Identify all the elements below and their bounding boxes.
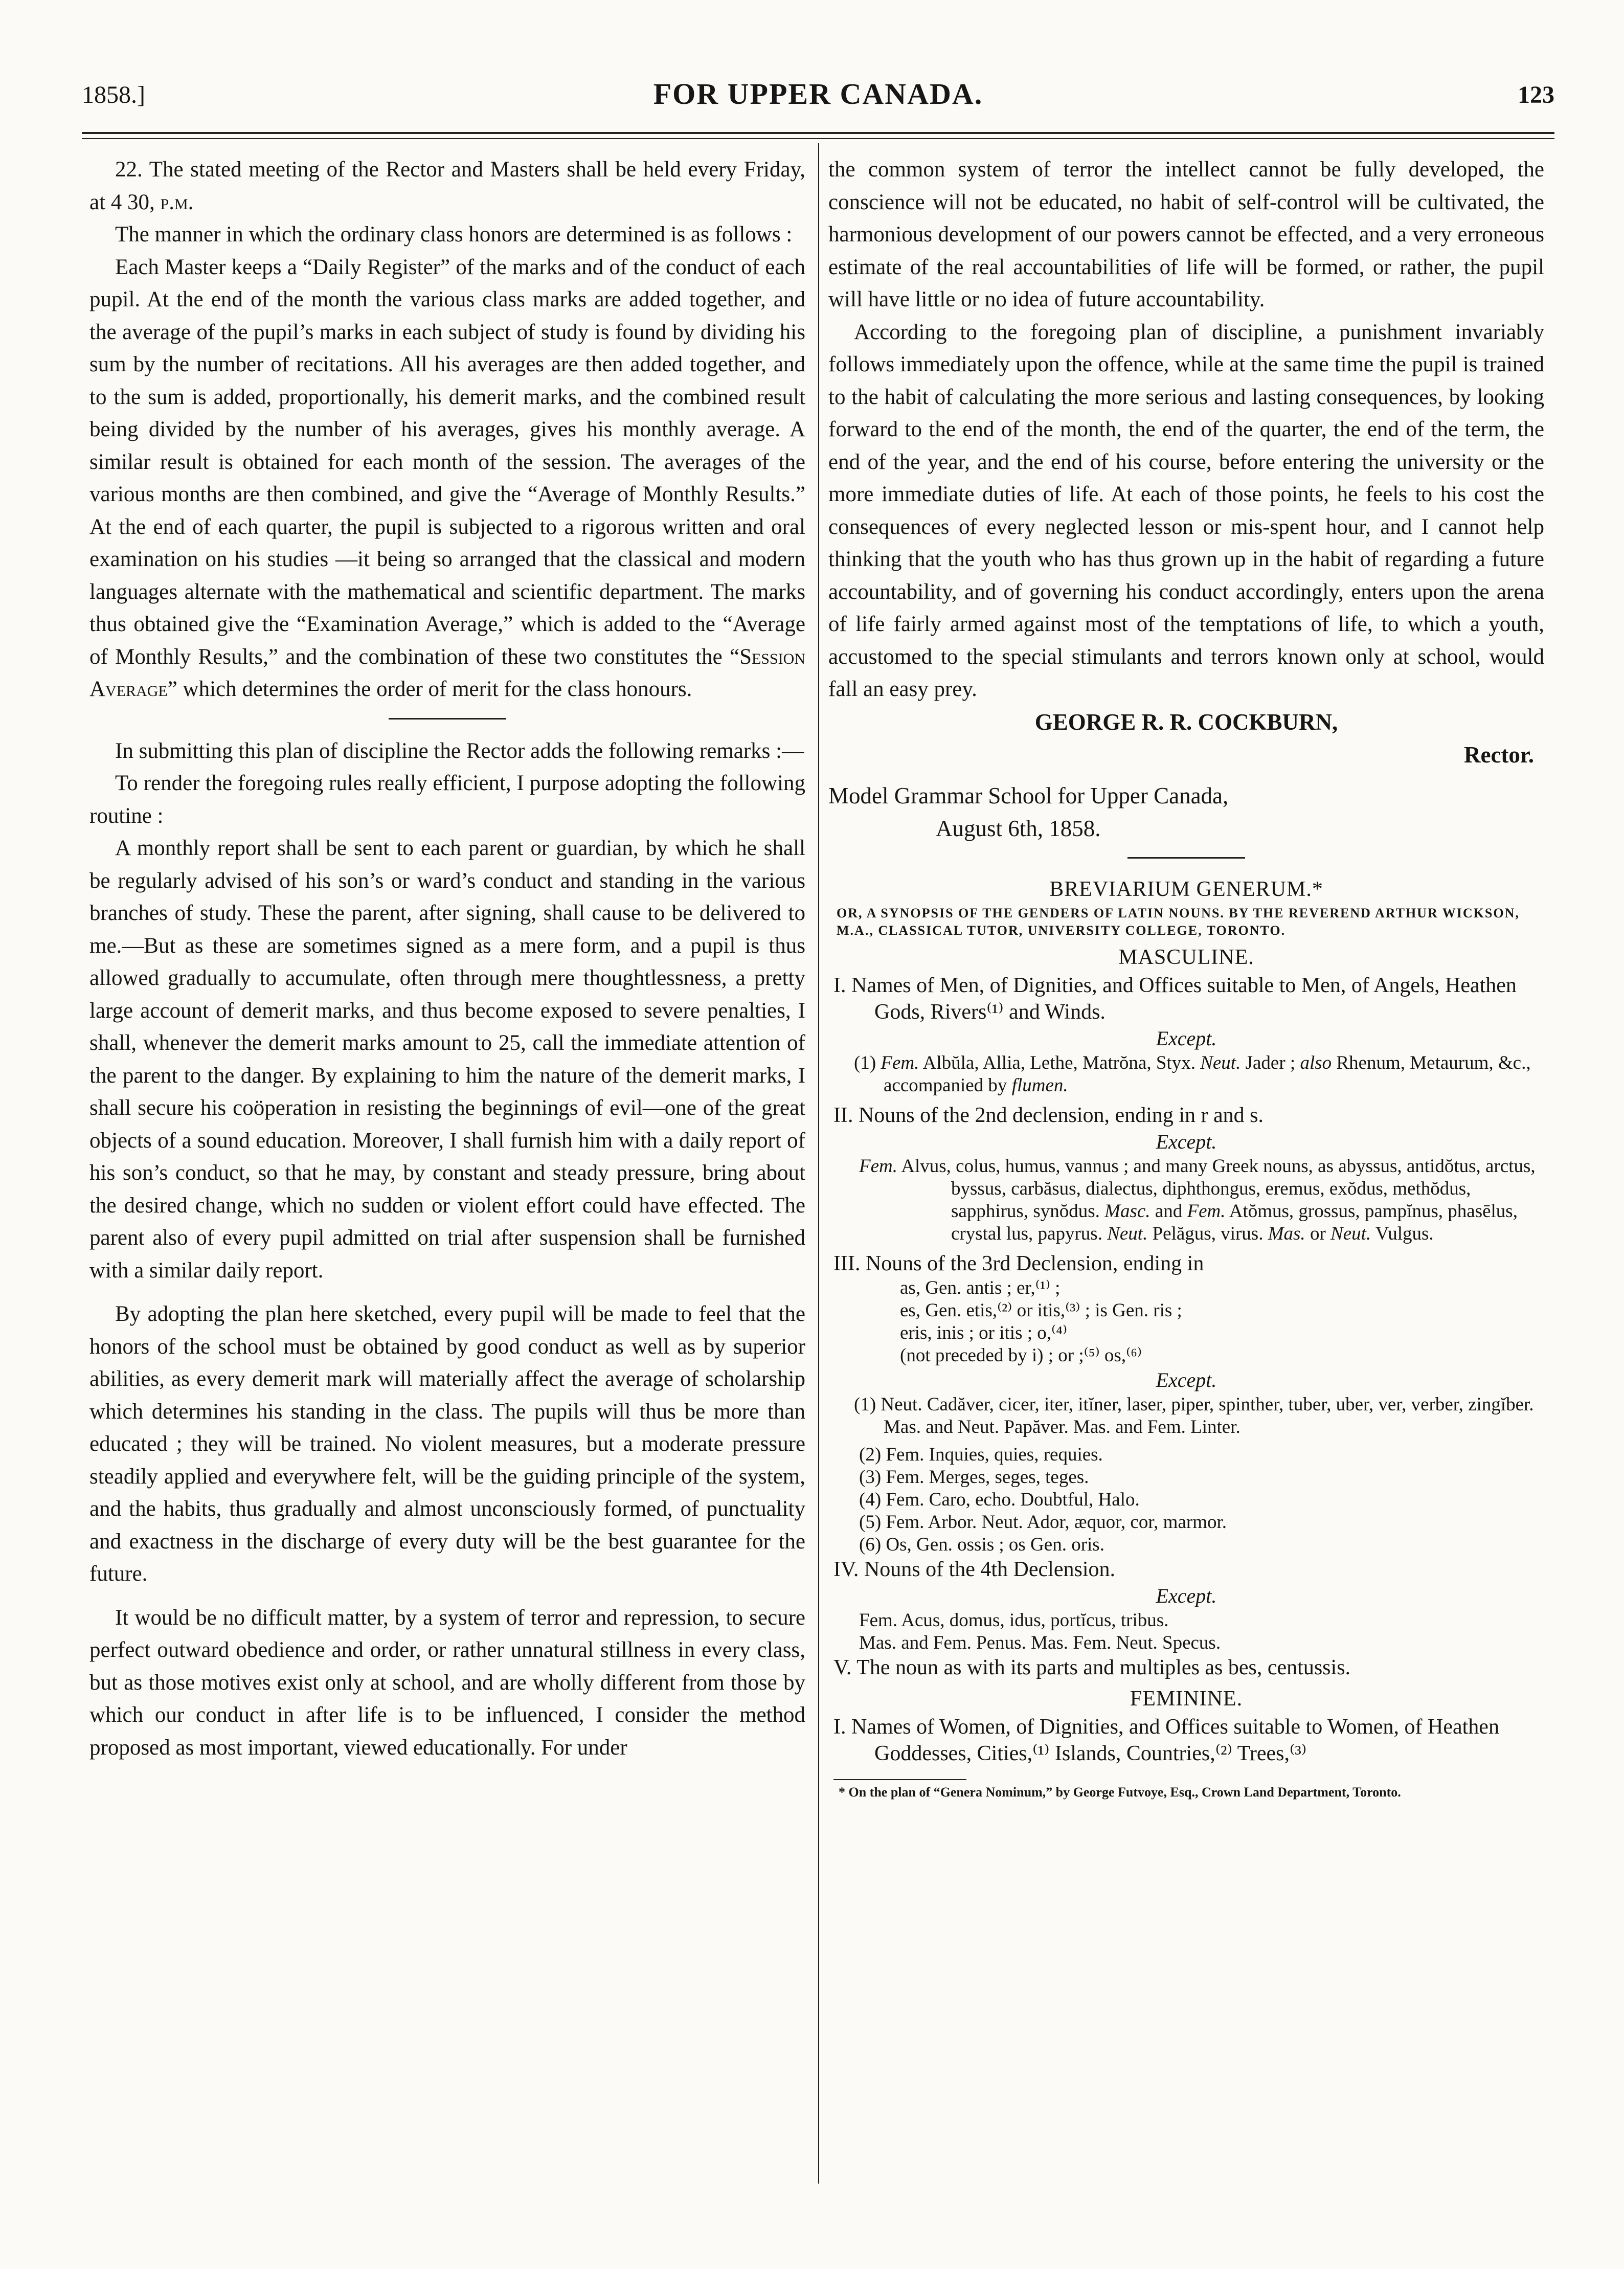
page-number: 123 <box>1518 81 1554 108</box>
feminine-heading: FEMININE. <box>1130 1687 1243 1711</box>
rule-item: III. Nouns of the 3rd Declension, ending in <box>833 1251 1204 1275</box>
address-line: Model Grammar School for Upper Canada, <box>828 782 1229 808</box>
breviarium-title: BREVIARIUM GENERUM.* <box>1049 877 1323 901</box>
footnote: * On the plan of “Genera Nominum,” by George Futvoye, Esq., Crown Land Department, Toronto. <box>839 1784 1401 1800</box>
exception-text: Mas. and Fem. Penus. Mas. Fem. Neut. Specus. <box>859 1632 1221 1653</box>
exception-text: (1) Neut. Cadăver, cicer, iter, itĭner, laser, piper, spinther, tuber, uber, ver, verber, zingĭber. Mas. and Neut. Papăver. Mas. and Fem. Linter. <box>854 1394 1534 1437</box>
running-title: FOR UPPER CANADA. <box>653 77 983 110</box>
right-column <box>828 153 1544 1801</box>
rule-item: I. Names of Men, of Dignities, and Offices suitable to Men, of Angels, Heathen Gods, Rivers⁽¹⁾ and Winds. <box>833 973 1517 1024</box>
header-rule-thick <box>82 132 1554 134</box>
ending-line: (not preceded by i) ; or ;⁽⁵⁾ os,⁽⁶⁾ <box>900 1344 1142 1366</box>
exception-text: Fem. Acus, domus, idus, portĭcus, tribus. <box>859 1609 1169 1631</box>
section-divider <box>1127 857 1245 859</box>
paragraph: A monthly report shall be sent to each parent or guardian, by which he shall be regularly advised of his son’s or ward’s conduct and standing in the various branches of study. These the parent, after signing, shall cause to be delivered to me.—But as these are sometimes signed as a mere form, and a pupil is thus allowed gradually to accumulate, often through mere thoughtlessness, a pretty large account of demerit marks, and thus become exposed to severe penalties, I shall, whenever the demerit marks amount to 25, call the immediate attention of the parent to the danger. By explaining to him the nature of the demerit marks, I shall secure his coöperation in resisting the beginnings of evil—one of the great objects of a sound education. Moreover, I shall furnish him with a daily report of his son’s conduct, so that he may, by constant and steady pressure, bring about the desired change, which no sudden or violent effort could have effected. The parent also of every pupil admitted on trial after suspension shall be furnished with a similar daily report. <box>89 836 805 1283</box>
paragraph: the common system of terror the intellect cannot be fully developed, the conscience will not be educated, no habit of self-control will be cultivated, the harmonious development of our powers cannot be effected, and a very erroneous estimate of the real accountabilities of life will be formed, or rather, the pupil will have little or no idea of future accountability. <box>828 158 1544 311</box>
column-divider <box>818 143 819 2184</box>
signature-name: GEORGE R. R. COCKBURN, <box>1034 709 1338 735</box>
address-date: August 6th, 1858. <box>936 815 1101 841</box>
footnote-rule <box>833 1779 966 1780</box>
paragraph: 22. The stated meeting of the Rector and Masters shall be held every Friday, at 4 30, p.m. <box>89 158 805 214</box>
breviarium-subtitle: OR, A SYNOPSIS OF THE GENDERS OF LATIN NOUNS. BY THE REVEREND ARTHUR WICKSON, M.A., CLASSICAL TUTOR, UNIVERSITY COLLEGE, TORONTO. <box>837 905 1520 938</box>
except-heading: Except. <box>1156 1368 1217 1391</box>
rule-item: IV. Nouns of the 4th Declension. <box>833 1557 1115 1581</box>
paragraph: It would be no difficult matter, by a system of terror and repression, to secure perfect outward obedience and order, or rather unnatural stillness in every class, but as those motives exist only at school, and are wholly different from those by which our conduct in after life is to be influenced, I consider the method proposed as most important, viewed educationally. For under <box>89 1605 805 1760</box>
exception-text: Fem. Alvus, colus, humus, vannus ; and many Greek nouns, as abyssus, antidŏtus, arctus, byssus, carbăsus, dialectus, diphthongus, eremus, exŏdus, methŏdus, sapphirus, synŏdus. Masc. and Fem. Atŏmus, grossus, pampĭnus, phasēlus, crystal lus, papyrus. Neut. Pelăgus, virus. Mas. or Neut. Vulgus. <box>859 1155 1536 1244</box>
rule-item: I. Names of Women, of Dignities, and Offices suitable to Women, of Heathen Goddesses, Cities,⁽¹⁾ Islands, Countries,⁽²⁾ Trees,⁽³⁾ <box>833 1715 1499 1765</box>
paragraph: In submitting this plan of discipline the Rector adds the following remarks :— <box>115 738 804 763</box>
exception-text: (1) Fem. Albŭla, Allia, Lethe, Matrŏna, Styx. Neut. Jader ; also Rhenum, Metaurum, &c., accompanied by flumen. <box>854 1052 1531 1096</box>
exception-text: (5) Fem. Arbor. Neut. Ador, æquor, cor, marmor. <box>859 1511 1227 1533</box>
header-rule-thin <box>82 138 1554 139</box>
section-divider <box>389 718 506 720</box>
left-column <box>89 153 805 1764</box>
exception-text: (4) Fem. Caro, echo. Doubtful, Halo. <box>859 1489 1140 1510</box>
ending-line: es, Gen. etis,⁽²⁾ or itis,⁽³⁾ ; is Gen. ris ; <box>900 1299 1182 1321</box>
paragraph: According to the foregoing plan of discipline, a punishment invariably follows immediately upon the offence, while at the same time the pupil is trained to the habit of calculating the more serious and lasting consequences, by looking forward to the end of the month, the end of the quarter, the end of the term, the end of the year, and the end of his course, before entering the university or the more immediate duties of life. At each of those points, he feels to his cost the consequences of every neglected lesson or mis-spent hour, and I cannot help thinking that the youth who has thus grown up in the habit of regarding a future accountability, and of governing his conduct accordingly, enters upon the arena of life fairly armed against most of the temptations of life, to which a youth, accustomed to the special stimulants and terrors known only at school, would fall an easy prey. <box>828 320 1544 701</box>
header-date: 1858.] <box>82 81 145 108</box>
exception-text: (6) Os, Gen. ossis ; os Gen. oris. <box>859 1534 1104 1555</box>
rule-item: V. The noun as with its parts and multiples as bes, centussis. <box>833 1655 1351 1679</box>
ending-line: as, Gen. antis ; er,⁽¹⁾ ; <box>900 1277 1061 1298</box>
paragraph: To render the foregoing rules really efficient, I purpose adopting the following routine : <box>89 771 805 828</box>
except-heading: Except. <box>1156 1130 1217 1153</box>
rule-item: II. Nouns of the 2nd declension, ending in r and s. <box>833 1103 1264 1127</box>
masculine-heading: MASCULINE. <box>1118 945 1254 969</box>
paragraph: Each Master keeps a “Daily Register” of the marks and of the conduct of each pupil. At the end of the month the various class marks are added together, and the average of the pupil’s marks in each subject of study is found by dividing his sum by the number of recitations. All his averages are then added together, and to the sum is added, proportionally, his demerit marks, and the combined result being divided by the number of his averages, gives his monthly average. A similar result is obtained for each month of the session. The averages of the various months are then combined, and give the “Average of Monthly Results.” At the end of each quarter, the pupil is subjected to a rigorous written and oral examination on his studies —it being so arranged that the classical and modern languages alternate with the mathematical and scientific department. The marks thus obtained give the “Examination Average,” which is added to the “Average of Monthly Results,” and the combination of these two constitutes the “Session Average” which determines the order of merit for the class honours. <box>89 255 805 701</box>
signature-role: Rector. <box>1463 742 1534 768</box>
paragraph: By adopting the plan here sketched, every pupil will be made to feel that the honors of the school must be obtained by good conduct as well as by superior abilities, as every demerit mark will materially affect the average of scholarship which determines his standing in the class. The pupils will thus be more than educated ; they will be trained. No violent measures, but a moderate pressure steadily applied and everywhere felt, will be the guiding principle of the system, and the habits, thus gradually and almost unconsciously formed, of punctuality and exactness in the discharge of every duty will be the best guarantee for the future. <box>89 1302 805 1586</box>
except-heading: Except. <box>1156 1026 1217 1050</box>
exception-text: (3) Fem. Merges, seges, teges. <box>859 1466 1089 1488</box>
page-header <box>82 77 1554 118</box>
paragraph: The manner in which the ordinary class honors are determined is as follows : <box>115 222 793 246</box>
exception-text: (2) Fem. Inquies, quies, requies. <box>859 1444 1103 1465</box>
except-heading: Except. <box>1156 1584 1217 1607</box>
ending-line: eris, inis ; or itis ; o,⁽⁴⁾ <box>900 1322 1068 1343</box>
